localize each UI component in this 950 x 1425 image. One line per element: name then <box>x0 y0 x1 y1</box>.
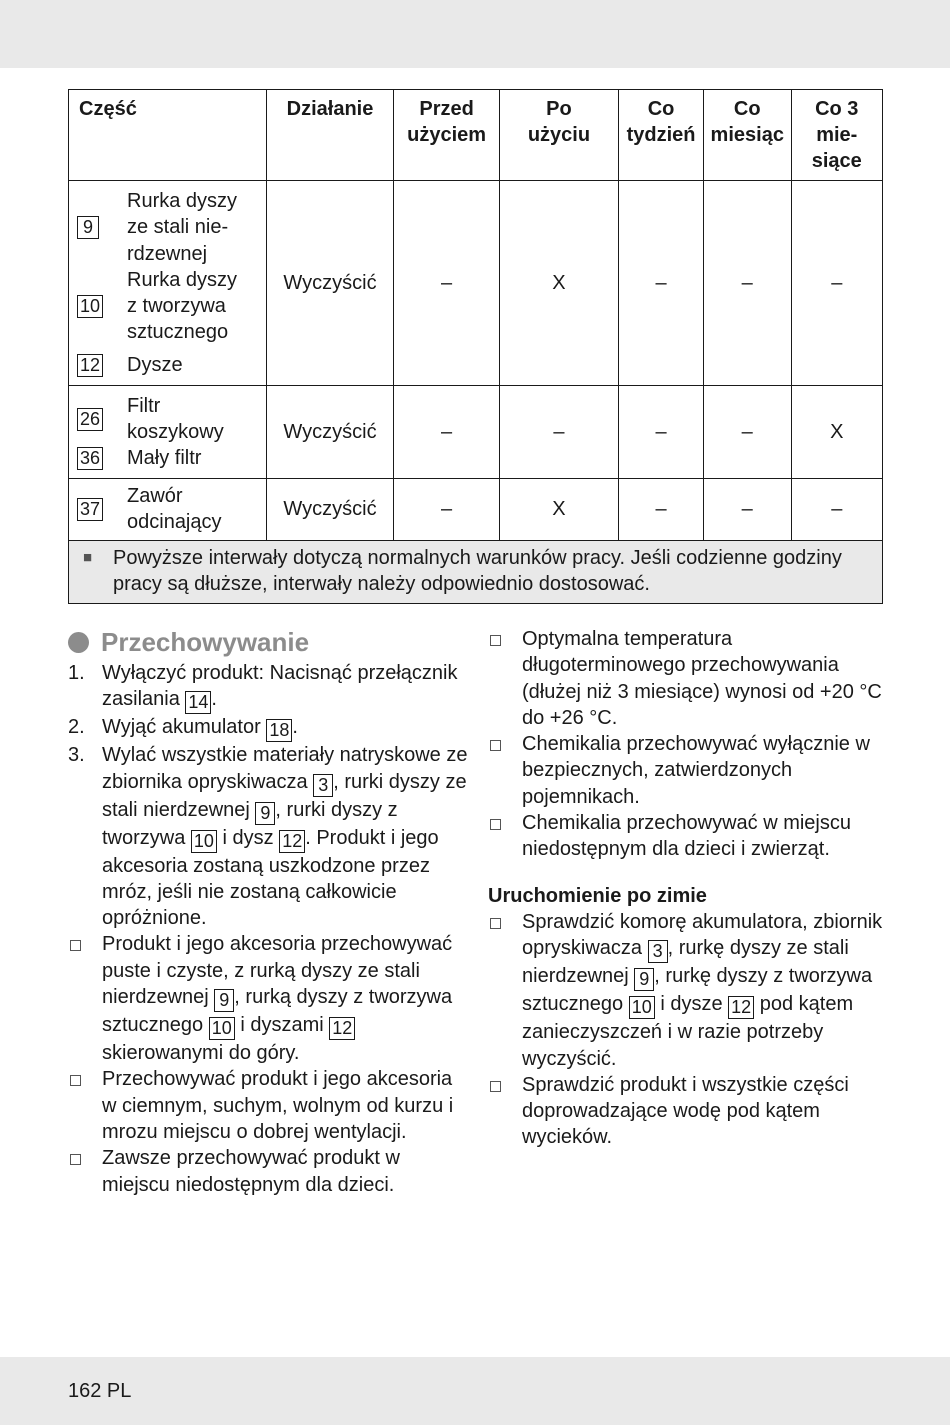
table-row <box>69 386 883 479</box>
part-number: 12 <box>77 354 103 377</box>
text-segment: Sprawdzić komorę akumulatora, zbiornik opryskiwacza <box>522 910 883 960</box>
page-number: 162 PL <box>68 1380 132 1402</box>
text-segment: , rurki dyszy ze stali nierdzewnej <box>102 770 467 821</box>
before-cell: – <box>394 386 499 479</box>
weekly-cell: – <box>619 181 704 386</box>
header-band <box>0 0 950 68</box>
list-number: 2. <box>68 716 85 739</box>
text-segment: pod kątem zanieczyszczeń i w razie potrzeby wyczyścić. <box>522 993 854 1070</box>
quarterly-cell: – <box>791 479 882 541</box>
text-segment: , rurkę dyszy ze stali nierdzewnej <box>522 937 849 988</box>
table-header-row <box>69 90 883 181</box>
list-number: 1. <box>68 662 85 684</box>
table-note-cell <box>69 540 883 604</box>
part-number: 36 <box>77 447 103 470</box>
parts-cell <box>69 479 267 541</box>
action-cell: Wyczyścić <box>266 386 394 479</box>
header-after: Po użyciu <box>499 90 618 181</box>
header-weekly: Co tydzień <box>619 90 704 181</box>
storage-bullets <box>68 931 468 1197</box>
weekly-cell: – <box>619 386 704 479</box>
text-segment: . <box>211 688 217 711</box>
list-item <box>68 1145 468 1198</box>
table-note-text: Powyższe interwały dotyczą normalnych warunków pracy. Jeśli codzienne godziny pracy są dłuższe, interwały należy odpowiednio dostosować. <box>113 546 842 595</box>
part-number: 9 <box>77 216 99 239</box>
before-cell: – <box>394 479 499 541</box>
monthly-cell: – <box>703 181 791 386</box>
part-item <box>77 267 266 346</box>
list-text <box>522 909 888 1072</box>
after-cell: X <box>499 181 618 386</box>
list-item <box>488 626 888 731</box>
reference-number: 3 <box>313 774 333 797</box>
text-segment: . Produkt i jego akcesoria zostaną uszkodzone przez mróz, jeśli nie zostaną całkowicie opróżnione. <box>102 826 439 930</box>
reference-number: 14 <box>185 691 211 714</box>
part-number: 37 <box>77 498 103 521</box>
after-cell: X <box>499 479 618 541</box>
reference-number: 12 <box>728 996 754 1019</box>
reference-number: 9 <box>255 802 275 825</box>
reference-number: 10 <box>629 996 655 1019</box>
text-segment: i dysze <box>654 993 729 1016</box>
text-segment: Sprawdzić produkt i wszystkie części doprowadzające wodę pod kątem wycieków. <box>522 1073 849 1149</box>
text-segment: , rurką dyszy z tworzywa sztucznego <box>102 986 453 1037</box>
checkbox-bullet-icon <box>68 1066 102 1145</box>
list-text <box>522 1072 888 1151</box>
storage-steps <box>68 660 468 931</box>
maintenance-table <box>68 89 883 604</box>
text-segment: , rurkę dyszy z tworzywa sztucznego <box>522 965 873 1016</box>
text-segment: , rurki dyszy z tworzywa <box>102 798 398 849</box>
list-text <box>102 714 468 742</box>
list-text <box>102 1066 468 1145</box>
after-cell: – <box>499 386 618 479</box>
part-item <box>77 393 266 446</box>
reference-number: 9 <box>214 989 234 1012</box>
part-name: Rurka dyszy z tworzywa sztucznego <box>127 268 238 344</box>
reference-number: 12 <box>329 1017 355 1040</box>
list-item <box>488 731 888 810</box>
text-segment: i dyszami <box>234 1014 330 1037</box>
table-note-row <box>69 540 883 604</box>
part-name: Dysze <box>127 353 183 376</box>
before-cell: – <box>394 181 499 386</box>
list-text <box>522 810 888 863</box>
footer-band <box>0 1357 950 1425</box>
list-text <box>102 742 468 931</box>
part-item <box>77 188 266 267</box>
list-item <box>68 931 468 1066</box>
list-item <box>68 714 468 742</box>
list-text <box>102 660 468 714</box>
table-row <box>69 479 883 541</box>
text-segment: Wyłączyć produkt: Nacisnąć przełącznik zasilania <box>102 662 458 711</box>
text-segment: . <box>292 716 298 739</box>
part-name: Mały filtr <box>127 447 202 470</box>
list-text <box>102 1145 468 1198</box>
list-item <box>488 810 888 863</box>
note-bullet-icon: ■ <box>83 548 93 566</box>
header-action: Działanie <box>266 90 394 181</box>
part-item <box>77 445 266 471</box>
storage-right-bullets <box>488 626 888 863</box>
list-item <box>488 909 888 1072</box>
parts-cell <box>69 386 267 479</box>
text-segment: Produkt i jego akcesoria przechowywać puste i czyste, z rurką dyszy ze stali nierdzewnej <box>102 933 453 1009</box>
checkbox-bullet-icon <box>68 931 102 1066</box>
list-item <box>68 660 468 714</box>
monthly-cell: – <box>703 386 791 479</box>
part-number: 10 <box>77 295 103 318</box>
weekly-cell: – <box>619 479 704 541</box>
list-item <box>68 742 468 931</box>
part-item <box>77 352 266 378</box>
reference-number: 9 <box>634 968 654 991</box>
part-name: Zawór odcinający <box>127 485 222 534</box>
reference-number: 18 <box>266 719 292 742</box>
reference-number: 3 <box>648 940 668 963</box>
checkbox-bullet-icon <box>488 626 522 731</box>
part-name: Rurka dyszy ze stali nie-rdzewnej <box>127 189 238 265</box>
part-item <box>77 483 266 536</box>
header-quarterly: Co 3 mie-siące <box>791 90 882 181</box>
table-row <box>69 181 883 386</box>
checkbox-bullet-icon <box>488 1072 522 1151</box>
checkbox-bullet-icon <box>488 810 522 863</box>
checkbox-bullet-icon <box>488 731 522 810</box>
monthly-cell: – <box>703 479 791 541</box>
parts-cell <box>69 181 267 386</box>
list-text <box>522 731 888 810</box>
text-segment: Chemikalia przechowywać w miejscu niedostępnym dla dzieci i zwierząt. <box>522 812 851 861</box>
reference-number: 10 <box>209 1017 235 1040</box>
reference-number: 12 <box>279 830 305 853</box>
text-segment: Chemikalia przechowywać wyłącznie w bezpiecznych, zatwierdzonych pojemnikach. <box>522 733 870 808</box>
storage-title: Przechowywanie <box>101 627 310 657</box>
left-column <box>68 626 468 1198</box>
text-segment: Przechowywać produkt i jego akcesoria w ciemnym, suchym, wolnym od kurzu i mrozu miejscu o dobrej wentylacji. <box>102 1068 454 1143</box>
text-segment: Optymalna temperatura długoterminowego przechowywania (dłużej niż 3 miesiące) wynosi od +20 °C do +26 °C. <box>522 628 882 729</box>
checkbox-bullet-icon <box>488 909 522 1072</box>
header-part: Część <box>69 90 267 181</box>
winter-title: Uruchomienie po zimie <box>488 884 707 907</box>
list-item <box>68 1066 468 1145</box>
reference-number: 10 <box>191 830 217 853</box>
text-segment: Wyjąć akumulator <box>102 716 267 739</box>
part-number: 26 <box>77 408 103 431</box>
checkbox-bullet-icon <box>68 1145 102 1198</box>
right-column <box>488 626 888 1151</box>
action-cell: Wyczyścić <box>266 181 394 386</box>
action-cell: Wyczyścić <box>266 479 394 541</box>
list-text <box>522 626 888 731</box>
storage-heading <box>68 626 468 658</box>
text-segment: Zawsze przechowywać produkt w miejscu niedostępnym dla dzieci. <box>102 1147 400 1196</box>
winter-bullets <box>488 909 888 1151</box>
section-bullet-icon <box>68 632 89 653</box>
list-item <box>488 1072 888 1151</box>
header-before: Przed użyciem <box>394 90 499 181</box>
part-name: Filtr koszykowy <box>127 394 224 443</box>
quarterly-cell: – <box>791 181 882 386</box>
quarterly-cell: X <box>791 386 882 479</box>
text-segment: skierowanymi do góry. <box>102 1042 300 1065</box>
list-number: 3. <box>68 744 85 767</box>
text-segment: Wylać wszystkie materiały natryskowe ze zbiornika opryskiwacza <box>102 744 468 793</box>
list-text <box>102 931 468 1066</box>
text-segment: i dysz <box>216 826 280 849</box>
header-monthly: Co miesiąc <box>703 90 791 181</box>
